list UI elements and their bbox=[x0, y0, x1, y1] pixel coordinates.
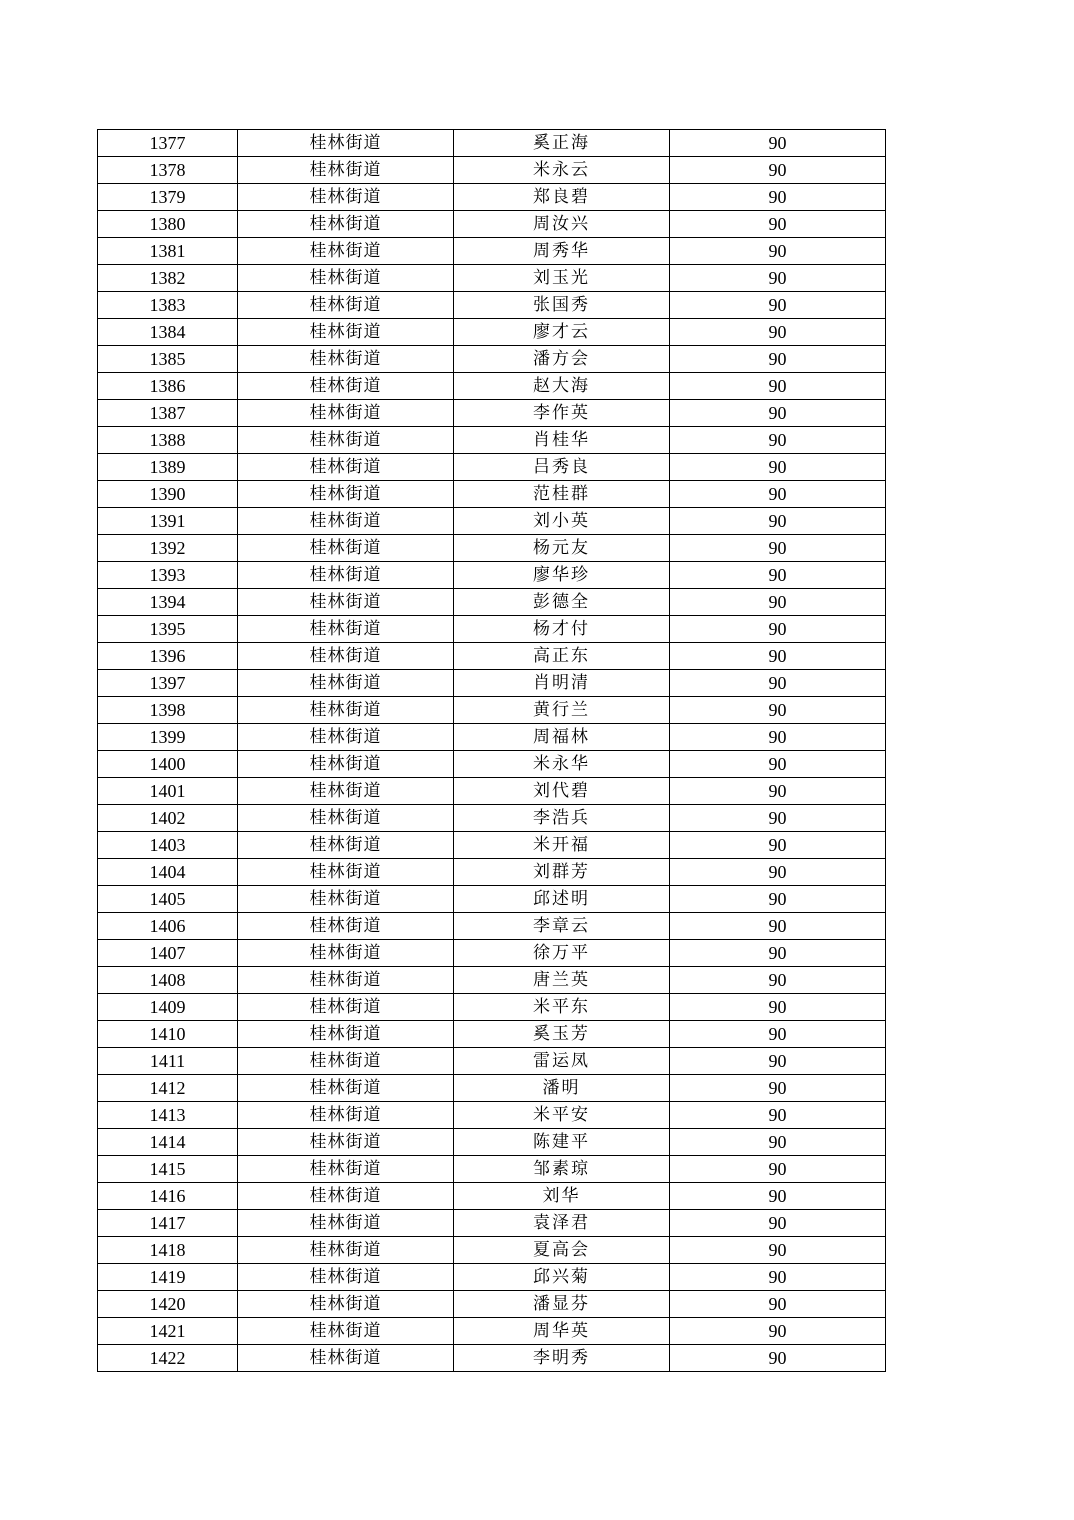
name-cell: 潘明 bbox=[454, 1075, 670, 1102]
table-row bbox=[98, 373, 886, 400]
table-row bbox=[98, 157, 886, 184]
amount-cell: 90 bbox=[670, 1102, 886, 1129]
row-number-cell: 1404 bbox=[98, 859, 238, 886]
street-cell: 桂林街道 bbox=[238, 373, 454, 400]
street-cell: 桂林街道 bbox=[238, 1318, 454, 1345]
amount-cell: 90 bbox=[670, 751, 886, 778]
amount-cell: 90 bbox=[670, 1048, 886, 1075]
amount-cell: 90 bbox=[670, 535, 886, 562]
name-cell: 奚正海 bbox=[454, 130, 670, 157]
name-cell: 范桂群 bbox=[454, 481, 670, 508]
table-row bbox=[98, 1318, 886, 1345]
amount-cell: 90 bbox=[670, 1183, 886, 1210]
street-cell: 桂林街道 bbox=[238, 1102, 454, 1129]
amount-cell: 90 bbox=[670, 373, 886, 400]
roster-table-body bbox=[98, 130, 886, 1372]
table-row bbox=[98, 535, 886, 562]
table-row bbox=[98, 454, 886, 481]
table-row bbox=[98, 1183, 886, 1210]
street-cell: 桂林街道 bbox=[238, 1264, 454, 1291]
amount-cell: 90 bbox=[670, 643, 886, 670]
street-cell: 桂林街道 bbox=[238, 832, 454, 859]
row-number-cell: 1386 bbox=[98, 373, 238, 400]
street-cell: 桂林街道 bbox=[238, 1237, 454, 1264]
row-number-cell: 1415 bbox=[98, 1156, 238, 1183]
row-number-cell: 1416 bbox=[98, 1183, 238, 1210]
amount-cell: 90 bbox=[670, 562, 886, 589]
street-cell: 桂林街道 bbox=[238, 1021, 454, 1048]
table-row bbox=[98, 427, 886, 454]
street-cell: 桂林街道 bbox=[238, 400, 454, 427]
row-number-cell: 1385 bbox=[98, 346, 238, 373]
table-row bbox=[98, 1345, 886, 1372]
amount-cell: 90 bbox=[670, 130, 886, 157]
amount-cell: 90 bbox=[670, 778, 886, 805]
table-row bbox=[98, 184, 886, 211]
row-number-cell: 1413 bbox=[98, 1102, 238, 1129]
amount-cell: 90 bbox=[670, 724, 886, 751]
name-cell: 刘华 bbox=[454, 1183, 670, 1210]
row-number-cell: 1384 bbox=[98, 319, 238, 346]
street-cell: 桂林街道 bbox=[238, 778, 454, 805]
name-cell: 唐兰英 bbox=[454, 967, 670, 994]
row-number-cell: 1421 bbox=[98, 1318, 238, 1345]
table-row bbox=[98, 346, 886, 373]
row-number-cell: 1414 bbox=[98, 1129, 238, 1156]
amount-cell: 90 bbox=[670, 400, 886, 427]
row-number-cell: 1418 bbox=[98, 1237, 238, 1264]
table-row bbox=[98, 1237, 886, 1264]
row-number-cell: 1402 bbox=[98, 805, 238, 832]
amount-cell: 90 bbox=[670, 1237, 886, 1264]
name-cell: 高正东 bbox=[454, 643, 670, 670]
row-number-cell: 1387 bbox=[98, 400, 238, 427]
row-number-cell: 1406 bbox=[98, 913, 238, 940]
street-cell: 桂林街道 bbox=[238, 751, 454, 778]
table-row bbox=[98, 319, 886, 346]
table-row bbox=[98, 778, 886, 805]
row-number-cell: 1395 bbox=[98, 616, 238, 643]
street-cell: 桂林街道 bbox=[238, 508, 454, 535]
name-cell: 潘方会 bbox=[454, 346, 670, 373]
table-row bbox=[98, 940, 886, 967]
name-cell: 廖才云 bbox=[454, 319, 670, 346]
row-number-cell: 1400 bbox=[98, 751, 238, 778]
row-number-cell: 1403 bbox=[98, 832, 238, 859]
row-number-cell: 1391 bbox=[98, 508, 238, 535]
table-row bbox=[98, 1264, 886, 1291]
amount-cell: 90 bbox=[670, 1075, 886, 1102]
amount-cell: 90 bbox=[670, 670, 886, 697]
street-cell: 桂林街道 bbox=[238, 886, 454, 913]
amount-cell: 90 bbox=[670, 184, 886, 211]
street-cell: 桂林街道 bbox=[238, 1129, 454, 1156]
row-number-cell: 1396 bbox=[98, 643, 238, 670]
amount-cell: 90 bbox=[670, 238, 886, 265]
table-row bbox=[98, 1129, 886, 1156]
name-cell: 潘显芬 bbox=[454, 1291, 670, 1318]
row-number-cell: 1405 bbox=[98, 886, 238, 913]
name-cell: 米平东 bbox=[454, 994, 670, 1021]
amount-cell: 90 bbox=[670, 697, 886, 724]
name-cell: 雷运凤 bbox=[454, 1048, 670, 1075]
amount-cell: 90 bbox=[670, 346, 886, 373]
table-row bbox=[98, 1021, 886, 1048]
name-cell: 廖华珍 bbox=[454, 562, 670, 589]
name-cell: 周华英 bbox=[454, 1318, 670, 1345]
row-number-cell: 1407 bbox=[98, 940, 238, 967]
amount-cell: 90 bbox=[670, 913, 886, 940]
name-cell: 夏高会 bbox=[454, 1237, 670, 1264]
table-row bbox=[98, 562, 886, 589]
street-cell: 桂林街道 bbox=[238, 1210, 454, 1237]
name-cell: 李明秀 bbox=[454, 1345, 670, 1372]
name-cell: 袁泽君 bbox=[454, 1210, 670, 1237]
street-cell: 桂林街道 bbox=[238, 481, 454, 508]
table-row bbox=[98, 913, 886, 940]
row-number-cell: 1408 bbox=[98, 967, 238, 994]
amount-cell: 90 bbox=[670, 292, 886, 319]
table-row bbox=[98, 994, 886, 1021]
row-number-cell: 1377 bbox=[98, 130, 238, 157]
table-row bbox=[98, 724, 886, 751]
name-cell: 张国秀 bbox=[454, 292, 670, 319]
table-row bbox=[98, 589, 886, 616]
amount-cell: 90 bbox=[670, 940, 886, 967]
table-row bbox=[98, 130, 886, 157]
amount-cell: 90 bbox=[670, 1264, 886, 1291]
row-number-cell: 1397 bbox=[98, 670, 238, 697]
amount-cell: 90 bbox=[670, 886, 886, 913]
row-number-cell: 1399 bbox=[98, 724, 238, 751]
street-cell: 桂林街道 bbox=[238, 1075, 454, 1102]
row-number-cell: 1378 bbox=[98, 157, 238, 184]
amount-cell: 90 bbox=[670, 805, 886, 832]
table-row bbox=[98, 265, 886, 292]
row-number-cell: 1398 bbox=[98, 697, 238, 724]
amount-cell: 90 bbox=[670, 157, 886, 184]
table-row bbox=[98, 643, 886, 670]
amount-cell: 90 bbox=[670, 1210, 886, 1237]
row-number-cell: 1380 bbox=[98, 211, 238, 238]
name-cell: 米开福 bbox=[454, 832, 670, 859]
name-cell: 邹素琼 bbox=[454, 1156, 670, 1183]
name-cell: 刘群芳 bbox=[454, 859, 670, 886]
table-row bbox=[98, 481, 886, 508]
amount-cell: 90 bbox=[670, 994, 886, 1021]
name-cell: 肖桂华 bbox=[454, 427, 670, 454]
table-row bbox=[98, 832, 886, 859]
name-cell: 邱述明 bbox=[454, 886, 670, 913]
name-cell: 徐万平 bbox=[454, 940, 670, 967]
row-number-cell: 1381 bbox=[98, 238, 238, 265]
name-cell: 杨才付 bbox=[454, 616, 670, 643]
table-row bbox=[98, 1210, 886, 1237]
row-number-cell: 1409 bbox=[98, 994, 238, 1021]
street-cell: 桂林街道 bbox=[238, 1048, 454, 1075]
name-cell: 周秀华 bbox=[454, 238, 670, 265]
table-row bbox=[98, 670, 886, 697]
street-cell: 桂林街道 bbox=[238, 1183, 454, 1210]
row-number-cell: 1411 bbox=[98, 1048, 238, 1075]
amount-cell: 90 bbox=[670, 481, 886, 508]
amount-cell: 90 bbox=[670, 265, 886, 292]
name-cell: 肖明清 bbox=[454, 670, 670, 697]
name-cell: 吕秀良 bbox=[454, 454, 670, 481]
street-cell: 桂林街道 bbox=[238, 724, 454, 751]
amount-cell: 90 bbox=[670, 508, 886, 535]
amount-cell: 90 bbox=[670, 1129, 886, 1156]
name-cell: 李浩兵 bbox=[454, 805, 670, 832]
street-cell: 桂林街道 bbox=[238, 643, 454, 670]
row-number-cell: 1412 bbox=[98, 1075, 238, 1102]
name-cell: 邱兴菊 bbox=[454, 1264, 670, 1291]
row-number-cell: 1410 bbox=[98, 1021, 238, 1048]
roster-table bbox=[97, 129, 886, 1372]
row-number-cell: 1390 bbox=[98, 481, 238, 508]
row-number-cell: 1379 bbox=[98, 184, 238, 211]
name-cell: 彭德全 bbox=[454, 589, 670, 616]
row-number-cell: 1420 bbox=[98, 1291, 238, 1318]
amount-cell: 90 bbox=[670, 1318, 886, 1345]
street-cell: 桂林街道 bbox=[238, 1156, 454, 1183]
amount-cell: 90 bbox=[670, 1156, 886, 1183]
street-cell: 桂林街道 bbox=[238, 427, 454, 454]
amount-cell: 90 bbox=[670, 1021, 886, 1048]
amount-cell: 90 bbox=[670, 319, 886, 346]
table-row bbox=[98, 211, 886, 238]
table-row bbox=[98, 859, 886, 886]
street-cell: 桂林街道 bbox=[238, 940, 454, 967]
name-cell: 杨元友 bbox=[454, 535, 670, 562]
amount-cell: 90 bbox=[670, 967, 886, 994]
row-number-cell: 1383 bbox=[98, 292, 238, 319]
name-cell: 黄行兰 bbox=[454, 697, 670, 724]
street-cell: 桂林街道 bbox=[238, 589, 454, 616]
table-row bbox=[98, 1075, 886, 1102]
amount-cell: 90 bbox=[670, 832, 886, 859]
amount-cell: 90 bbox=[670, 1291, 886, 1318]
name-cell: 周福林 bbox=[454, 724, 670, 751]
street-cell: 桂林街道 bbox=[238, 1291, 454, 1318]
street-cell: 桂林街道 bbox=[238, 292, 454, 319]
table-row bbox=[98, 1156, 886, 1183]
table-row bbox=[98, 805, 886, 832]
amount-cell: 90 bbox=[670, 859, 886, 886]
amount-cell: 90 bbox=[670, 454, 886, 481]
street-cell: 桂林街道 bbox=[238, 454, 454, 481]
row-number-cell: 1419 bbox=[98, 1264, 238, 1291]
name-cell: 米永云 bbox=[454, 157, 670, 184]
row-number-cell: 1422 bbox=[98, 1345, 238, 1372]
name-cell: 李作英 bbox=[454, 400, 670, 427]
street-cell: 桂林街道 bbox=[238, 1345, 454, 1372]
table-row bbox=[98, 886, 886, 913]
table-row bbox=[98, 400, 886, 427]
street-cell: 桂林街道 bbox=[238, 238, 454, 265]
table-row bbox=[98, 1048, 886, 1075]
street-cell: 桂林街道 bbox=[238, 805, 454, 832]
street-cell: 桂林街道 bbox=[238, 967, 454, 994]
amount-cell: 90 bbox=[670, 211, 886, 238]
name-cell: 周汝兴 bbox=[454, 211, 670, 238]
table-row bbox=[98, 1291, 886, 1318]
name-cell: 赵大海 bbox=[454, 373, 670, 400]
amount-cell: 90 bbox=[670, 427, 886, 454]
street-cell: 桂林街道 bbox=[238, 913, 454, 940]
name-cell: 刘玉光 bbox=[454, 265, 670, 292]
amount-cell: 90 bbox=[670, 1345, 886, 1372]
street-cell: 桂林街道 bbox=[238, 265, 454, 292]
street-cell: 桂林街道 bbox=[238, 670, 454, 697]
street-cell: 桂林街道 bbox=[238, 211, 454, 238]
street-cell: 桂林街道 bbox=[238, 130, 454, 157]
name-cell: 米平安 bbox=[454, 1102, 670, 1129]
street-cell: 桂林街道 bbox=[238, 697, 454, 724]
street-cell: 桂林街道 bbox=[238, 859, 454, 886]
table-row bbox=[98, 292, 886, 319]
row-number-cell: 1389 bbox=[98, 454, 238, 481]
name-cell: 李章云 bbox=[454, 913, 670, 940]
name-cell: 奚玉芳 bbox=[454, 1021, 670, 1048]
row-number-cell: 1393 bbox=[98, 562, 238, 589]
street-cell: 桂林街道 bbox=[238, 535, 454, 562]
name-cell: 刘代碧 bbox=[454, 778, 670, 805]
amount-cell: 90 bbox=[670, 616, 886, 643]
street-cell: 桂林街道 bbox=[238, 616, 454, 643]
row-number-cell: 1401 bbox=[98, 778, 238, 805]
amount-cell: 90 bbox=[670, 589, 886, 616]
name-cell: 米永华 bbox=[454, 751, 670, 778]
street-cell: 桂林街道 bbox=[238, 346, 454, 373]
name-cell: 刘小英 bbox=[454, 508, 670, 535]
table-row bbox=[98, 697, 886, 724]
street-cell: 桂林街道 bbox=[238, 184, 454, 211]
row-number-cell: 1417 bbox=[98, 1210, 238, 1237]
table-row bbox=[98, 508, 886, 535]
street-cell: 桂林街道 bbox=[238, 319, 454, 346]
street-cell: 桂林街道 bbox=[238, 562, 454, 589]
row-number-cell: 1394 bbox=[98, 589, 238, 616]
name-cell: 郑良碧 bbox=[454, 184, 670, 211]
table-row bbox=[98, 1102, 886, 1129]
row-number-cell: 1388 bbox=[98, 427, 238, 454]
street-cell: 桂林街道 bbox=[238, 157, 454, 184]
name-cell: 陈建平 bbox=[454, 1129, 670, 1156]
row-number-cell: 1392 bbox=[98, 535, 238, 562]
table-row bbox=[98, 616, 886, 643]
table-row bbox=[98, 967, 886, 994]
table-row bbox=[98, 238, 886, 265]
table-row bbox=[98, 751, 886, 778]
row-number-cell: 1382 bbox=[98, 265, 238, 292]
street-cell: 桂林街道 bbox=[238, 994, 454, 1021]
